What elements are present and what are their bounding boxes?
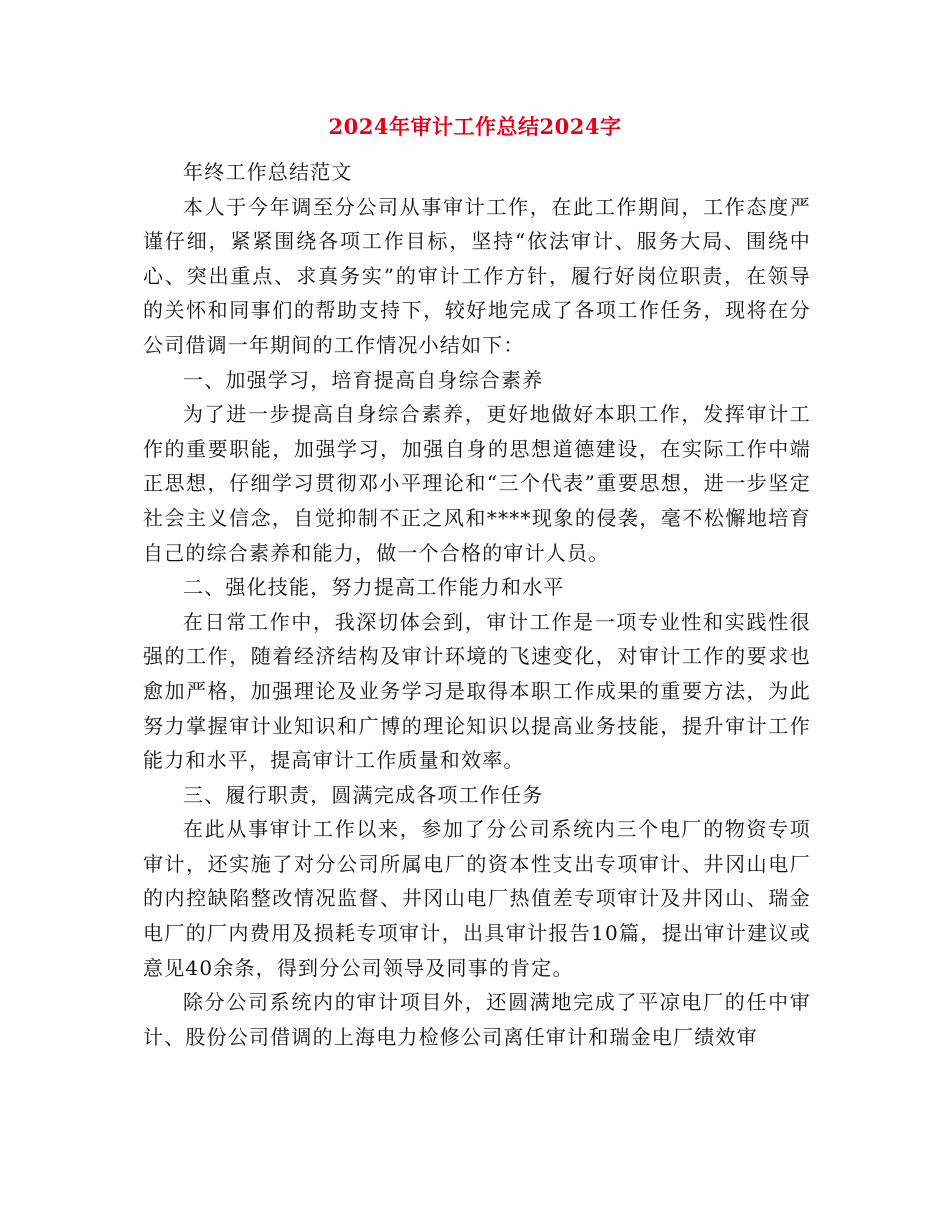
section-heading-2: 二、强化技能，努力提高工作能力和水平 — [183, 575, 565, 600]
paragraph-section-2: 在日常工作中，我深切体会到，审计工作是一项专业性和实践性很强的工作，随着经济结构及审计环境的飞速变化，对审计工作的要求也愈加严格，加强理论及业务学习是取得本职工作成果的重要方法，为此努力掌握审计业知识和广博的理论知识以提高业务技能，提升审计工作能力和水平，提高审计工作质量和效率。 — [143, 609, 811, 773]
document-title: 2024年审计工作总结2024字 — [328, 114, 622, 139]
paragraph-section-1: 为了进一步提高自身综合素养，更好地做好本职工作，发挥审计工作的重要职能，加强学习，加强自身的思想道德建设，在实际工作中端正思想，仔细学习贯彻邓小平理论和“三个代表”重要思想，进一步坚定社会主义信念，自觉抑制不正之风和****现象的侵袭，毫不松懈地培育自己的综合素养和能力，做一个合格的审计人员。 — [143, 402, 811, 565]
paragraph-intro: 本人于今年调至分公司从事审计工作，在此工作期间，工作态度严谨仔细，紧紧围绕各项工作目标，坚持“依法审计、服务大局、围绕中心、突出重点、求真务实”的审计工作方针，履行好岗位职责，在领导的关怀和同事们的帮助支持下，较好地完成了各项工作任务，现将在分公司借调一年期间的工作情况小结如下： — [143, 194, 811, 357]
paragraph-section-3: 在此从事审计工作以来，参加了分公司系统内三个电厂的物资专项审计，还实施了对分公司所属电厂的资本性支出专项审计、井冈山电厂的内控缺陷整改情况监督、井冈山电厂热值差专项审计及井冈山、瑞金电厂的厂内费用及损耗专项审计，出具审计报告10篇，提出审计建议或意见40余条，得到分公司领导及同事的肯定。 — [143, 817, 811, 980]
paragraph-section-3-cont: 除分公司系统内的审计项目外，还圆满地完成了平凉电厂的任中审计、股份公司借调的上海电力检修公司离任审计和瑞金电厂绩效审 — [143, 990, 811, 1049]
section-heading-1: 一、加强学习，培育提高自身综合素养 — [183, 367, 544, 392]
paragraph-subtitle: 年终工作总结范文 — [183, 160, 353, 184]
document-body — [143, 155, 811, 1054]
section-heading-3: 三、履行职责，圆满完成各项工作任务 — [183, 782, 544, 807]
